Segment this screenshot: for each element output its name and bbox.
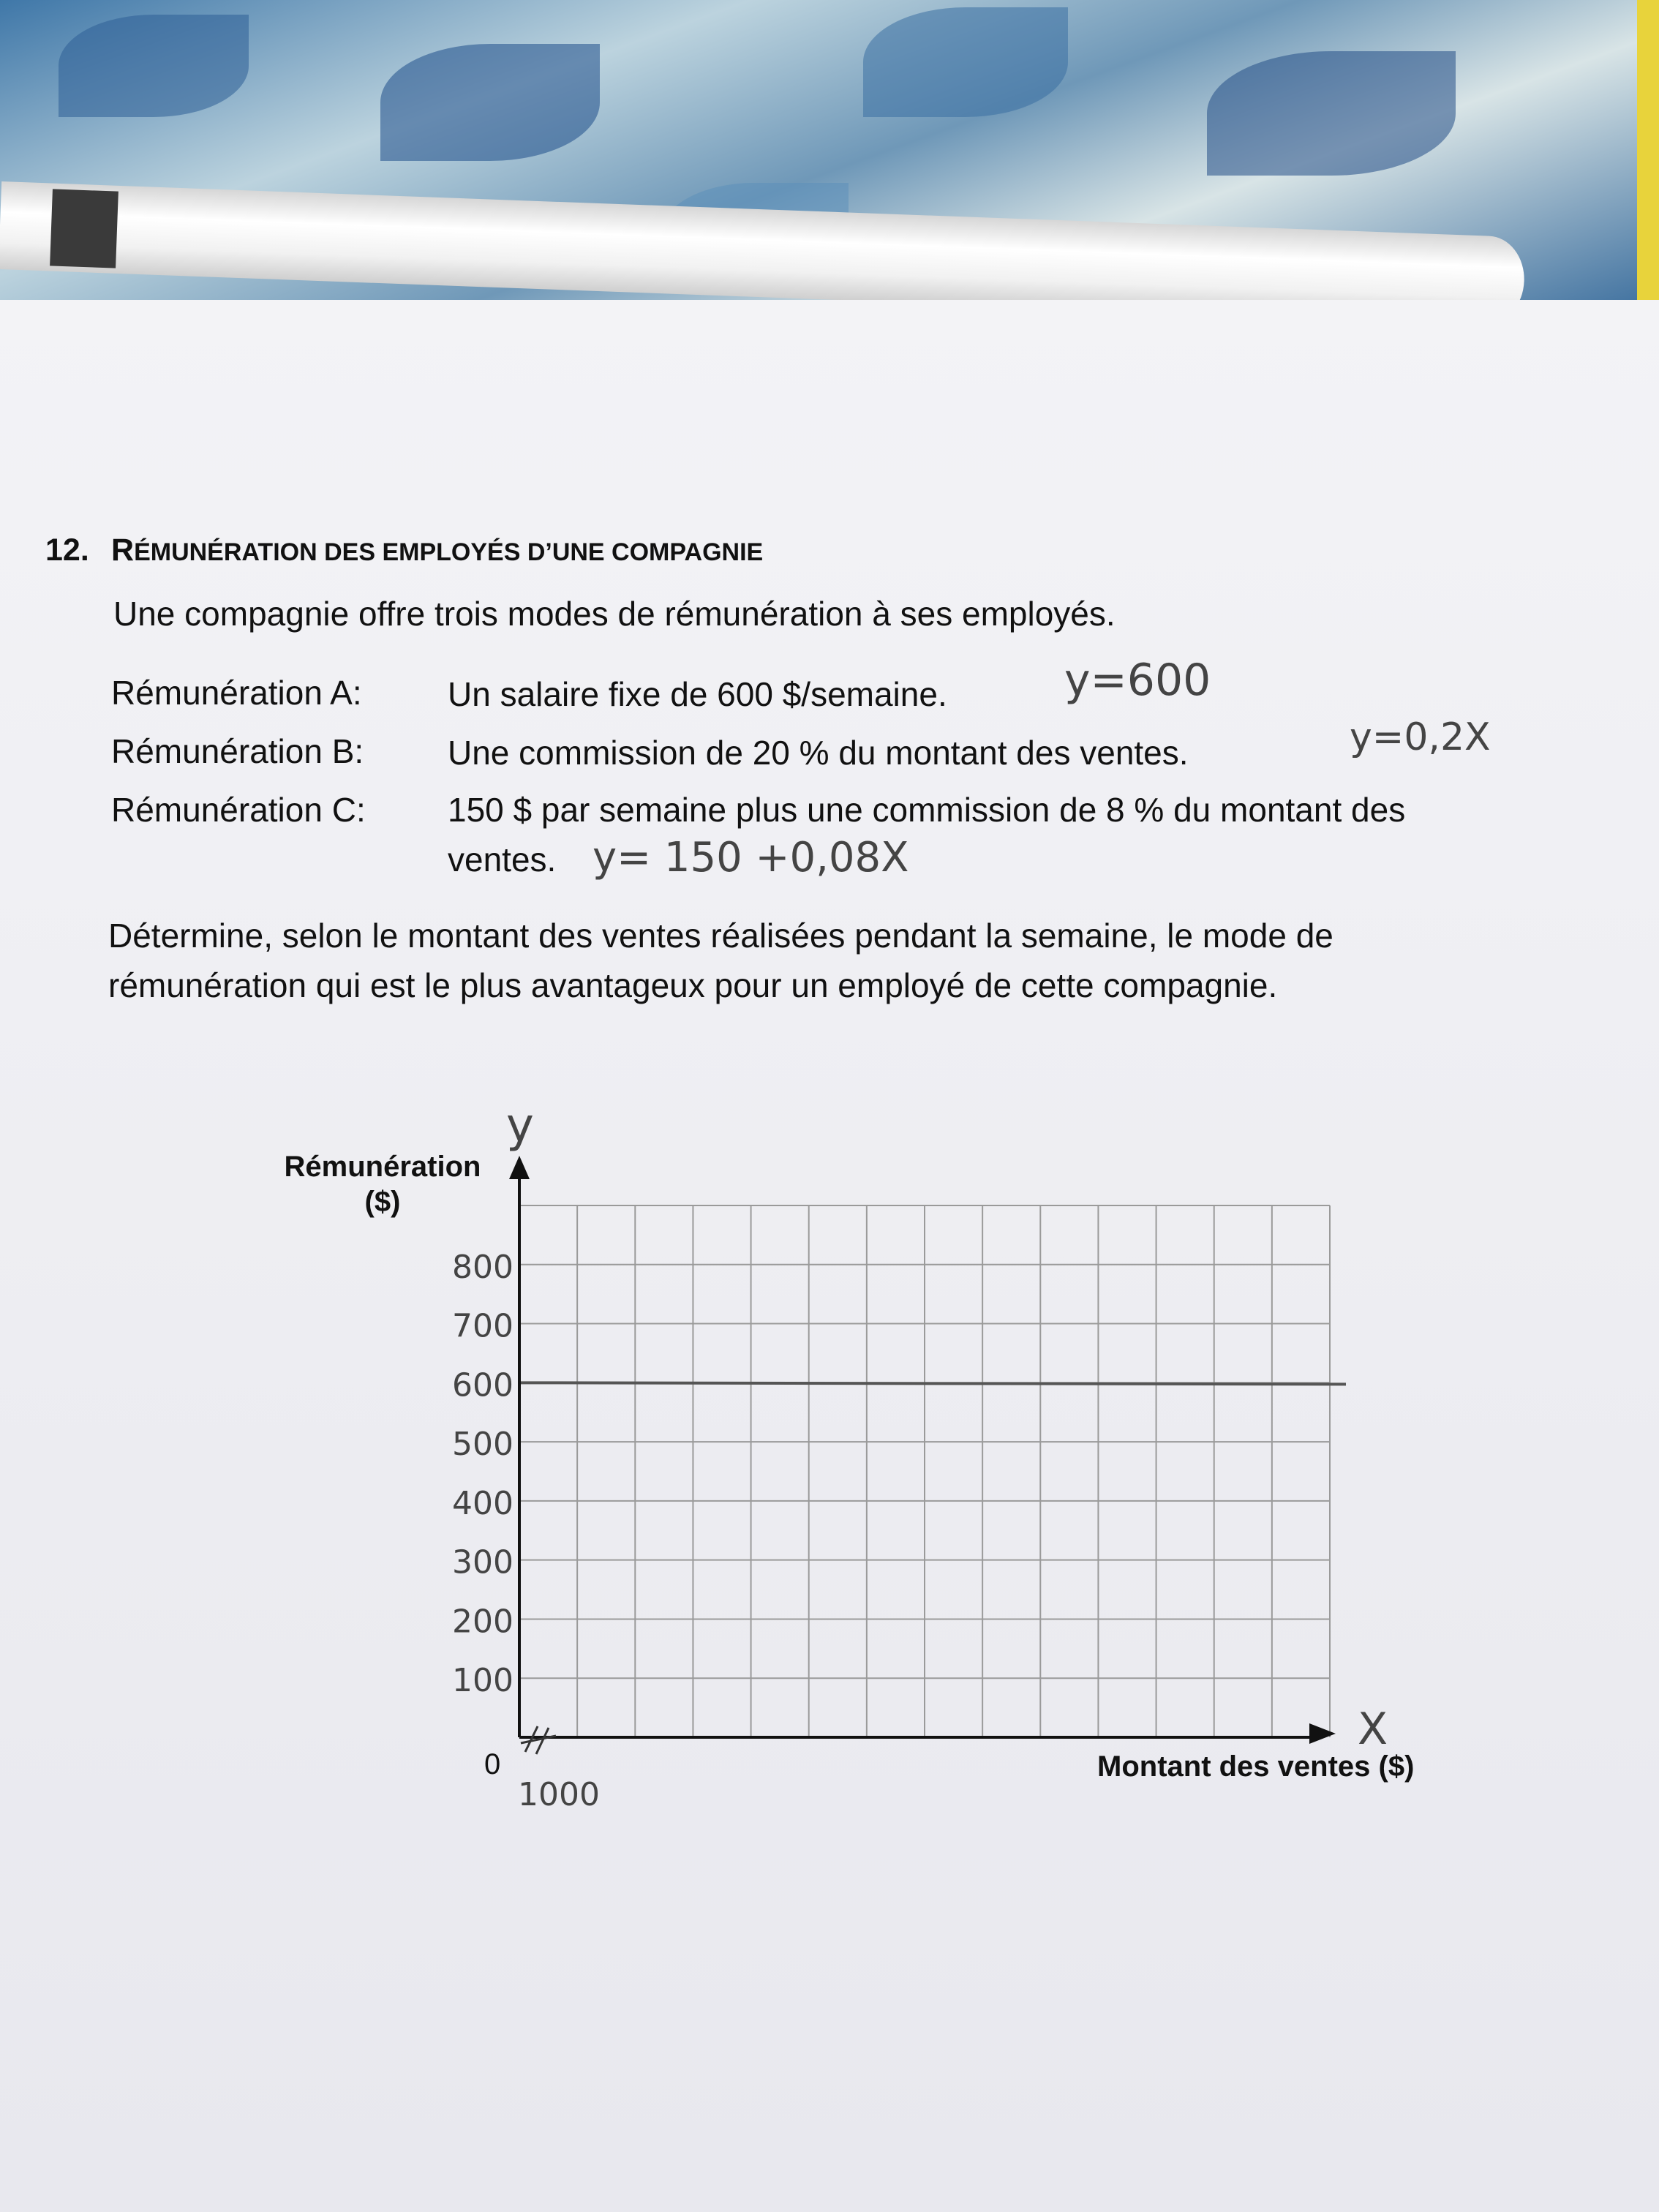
y-tick-label: 700 <box>452 1307 514 1345</box>
instruction-line-2: rémunération qui est le plus avantageux pour un employé de cette compagnie. <box>108 966 1278 1004</box>
y-tick-label: 300 <box>452 1543 514 1581</box>
y-tick-labels-handwritten <box>452 1249 514 1699</box>
y-tick-label: 800 <box>452 1248 514 1286</box>
y-tick-label: 400 <box>452 1484 514 1522</box>
y-tick-label: 100 <box>452 1662 514 1700</box>
x-axis-arrow <box>1309 1723 1336 1744</box>
y-axis-unit: ($) <box>364 1186 401 1218</box>
x-first-tick-handwritten: 1000 <box>518 1776 600 1813</box>
option-b-text: Une commission de 20 % du montant des ventes. <box>448 734 1189 772</box>
title-rest: ÉMUNÉRATION DES EMPLOYÉS D’UNE COMPAGNIE <box>134 538 764 566</box>
option-b-label: Rémunération B: <box>111 732 364 770</box>
y-tick-label: 200 <box>452 1603 514 1641</box>
option-a-text: Un salaire fixe de 600 $/semaine. <box>448 675 947 713</box>
y-letter-handwritten: y <box>506 1099 534 1153</box>
graph-grid <box>519 1205 1330 1737</box>
intro-text: Une compagnie offre trois modes de rémunération à ses employés. <box>113 595 1116 633</box>
y-tick-label: 500 <box>452 1426 514 1464</box>
x-letter-handwritten: X <box>1358 1704 1388 1755</box>
origin-label: 0 <box>484 1748 501 1780</box>
y600-drawn-line <box>521 1382 1346 1384</box>
y-axis-arrow <box>509 1156 530 1179</box>
instruction-line-1: Détermine, selon le montant des ventes réalisées pendant la semaine, le mode de <box>108 917 1333 955</box>
option-a-handwritten-equation: y=600 <box>1064 655 1211 706</box>
option-c-handwritten-equation: y= 150 +0,08X <box>592 834 909 881</box>
option-c-text: 150 $ par semaine plus une commission de 8 % du montant des <box>448 791 1406 829</box>
option-c-label: Rémunération C: <box>111 791 366 829</box>
option-c-text-continued: ventes. <box>448 840 557 879</box>
x-axis-title: Montant des ventes ($) <box>1097 1750 1415 1783</box>
y-axis-title: Rémunération <box>284 1151 481 1183</box>
option-a-label: Rémunération A: <box>111 674 362 712</box>
title-initial: R <box>111 533 135 568</box>
question-number: 12. <box>45 533 89 568</box>
y-tick-label: 600 <box>452 1366 514 1404</box>
option-b-handwritten-equation: y=0,2X <box>1350 715 1491 759</box>
